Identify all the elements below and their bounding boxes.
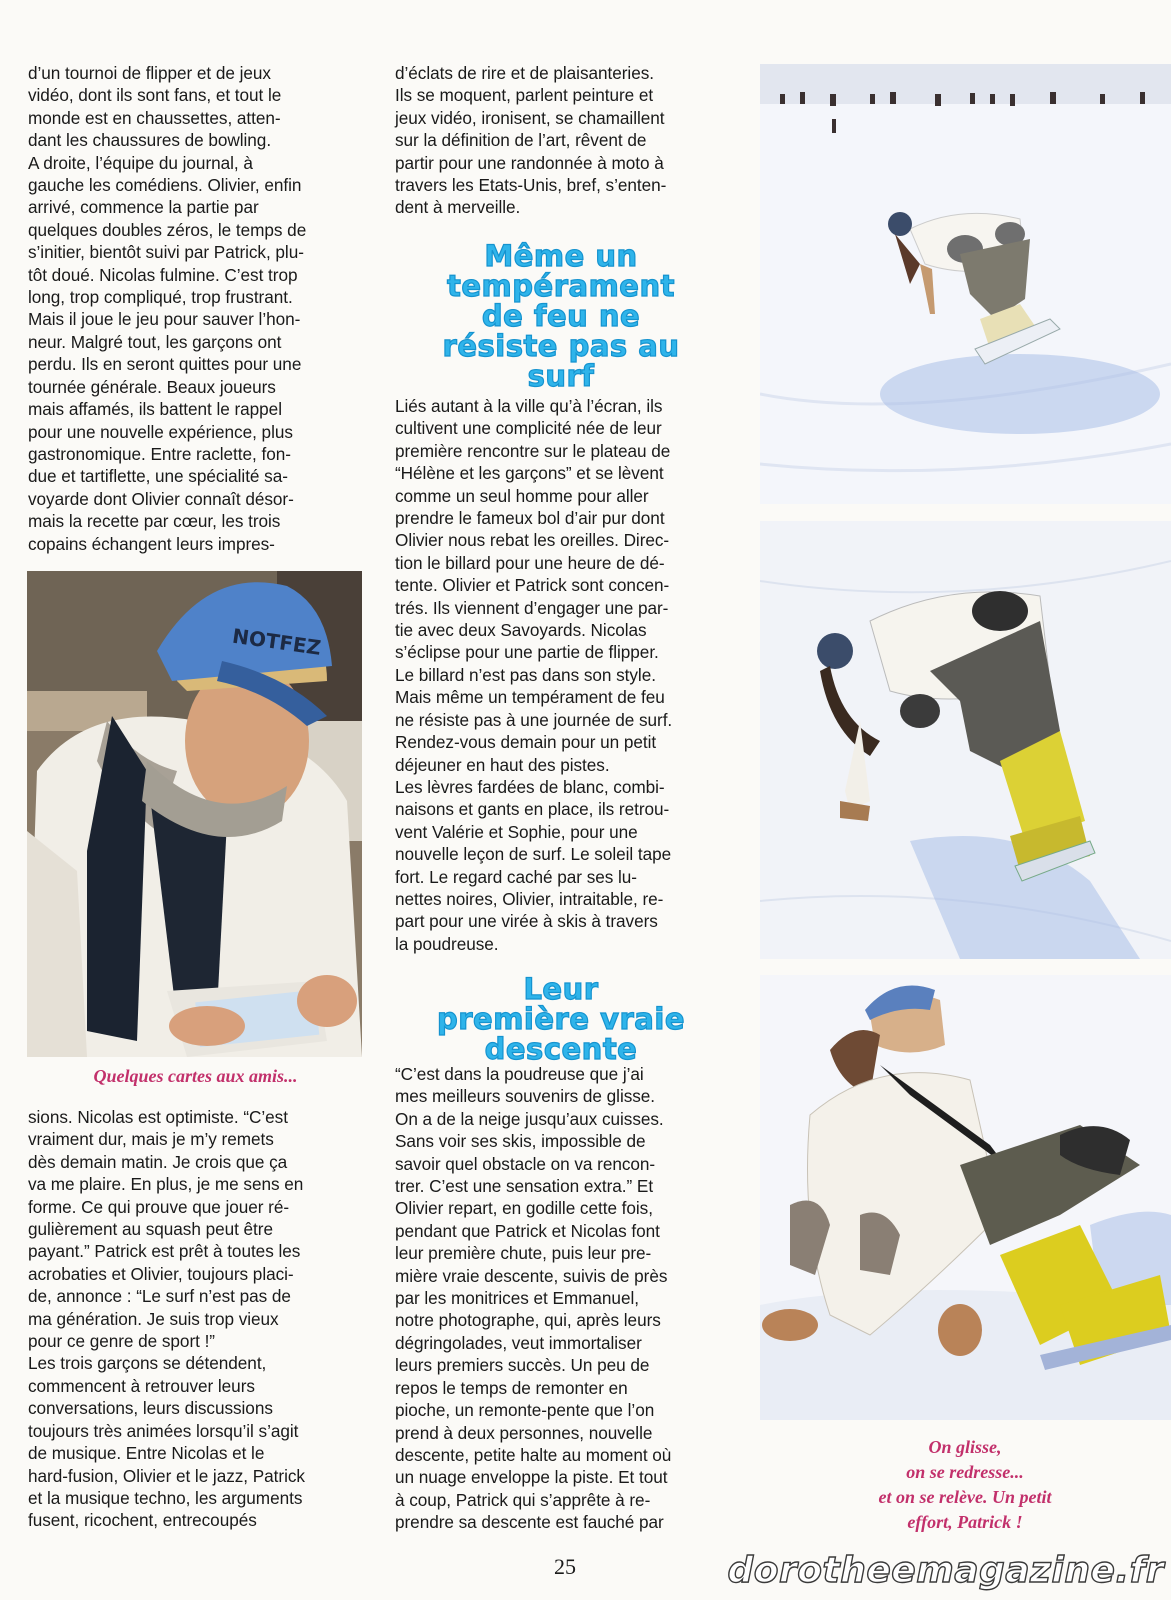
text-line: “C’est dans la poudreuse que j’ai xyxy=(395,1064,644,1084)
text-line: copains échangent leurs impres- xyxy=(28,533,275,554)
snowboard-caption xyxy=(770,1435,1160,1535)
text-line: mes meilleurs souvenirs de glisse. xyxy=(395,1086,656,1107)
text-line: tournée générale. Beaux joueurs xyxy=(28,376,276,397)
text-line: fort. Le regard caché par ses lu- xyxy=(395,866,637,887)
snowboard-photo-2 xyxy=(760,521,1171,959)
text-line: un nuage enveloppe la piste. Et tout xyxy=(395,1467,668,1488)
text-line: mais la recette par cœur, les trois xyxy=(28,511,281,532)
text-line: savoir quel obstacle on va rencon- xyxy=(395,1153,656,1174)
heading-line: de feu ne xyxy=(481,299,641,333)
heading-line: tempérament xyxy=(447,269,675,303)
text-line: nettes noires, Olivier, intraitable, re- xyxy=(395,888,664,909)
text-line: jeux vidéo, ironisent, se chamaillent xyxy=(395,107,665,128)
text-line: tion le billard pour une heure de dé- xyxy=(395,552,665,573)
text-line: de musique. Entre Nicolas et le xyxy=(28,1443,265,1464)
text-line: gauche les comédiens. Olivier, enfin xyxy=(28,175,302,196)
text-line: leurs premiers succès. Un peu de xyxy=(395,1355,650,1376)
text-line: tie avec deux Savoyards. Nicolas xyxy=(395,620,647,641)
text-line: Les lèvres fardées de blanc, combi- xyxy=(395,776,665,797)
text-line: s’éclipse pour une partie de flipper. xyxy=(395,642,659,663)
text-line: cultivent une complicité née de leur xyxy=(395,418,662,439)
text-line: dès demain matin. Je crois que ça xyxy=(28,1151,288,1172)
page-number: 25 xyxy=(554,1554,576,1579)
text-line: Olivier repart, en godille cette fois, xyxy=(395,1198,653,1219)
heading-line: résiste pas au xyxy=(442,329,680,363)
text-line: long, trop compliqué, trop frustrant. xyxy=(28,287,293,308)
portrait-photo xyxy=(27,571,362,1057)
column1-top-text xyxy=(28,62,363,555)
cap-logo-text: NOTFEZ xyxy=(230,623,323,660)
text-line: acrobaties et Olivier, toujours placi- xyxy=(28,1263,294,1284)
column2-top-text xyxy=(395,62,728,219)
text-line: naisons et gants en place, ils retrou- xyxy=(395,799,670,820)
text-line: mais affamés, ils battent le rappel xyxy=(28,399,282,420)
text-line: descente, petite halte au moment où xyxy=(395,1444,672,1465)
text-line: notre photographe, qui, après leurs xyxy=(395,1310,661,1331)
text-line: Sans voir ses skis, impossible de xyxy=(395,1131,646,1152)
text-line: Mais même un tempérament de feu xyxy=(395,687,665,708)
text-line: nouvelle leçon de surf. Le soleil tape xyxy=(395,844,672,865)
column2-bottom-text xyxy=(395,1063,728,1534)
caption-line: effort, Patrick ! xyxy=(907,1512,1023,1532)
heading-line: surf xyxy=(527,359,595,393)
text-line: s’initier, bientôt suivi par Patrick, plu- xyxy=(28,242,304,263)
text-line: pour ce genre de sport !” xyxy=(28,1331,215,1352)
text-line: pour une nouvelle expérience, plus xyxy=(28,421,293,442)
text-line: gulièrement au squash peut être xyxy=(28,1219,273,1240)
text-line: perdu. Ils en seront quittes pour une xyxy=(28,354,302,375)
text-line: partir pour une randonnée à moto à xyxy=(395,152,664,173)
text-line: ma génération. Je suis trop vieux xyxy=(28,1308,279,1329)
text-line: On a de la neige jusqu’aux cuisses. xyxy=(395,1108,664,1129)
text-line: monde est en chaussettes, atten- xyxy=(28,107,281,128)
text-line: commencent à retrouver leurs xyxy=(28,1375,255,1396)
text-line: payant.” Patrick est prêt à toutes les xyxy=(28,1241,301,1262)
text-line: à coup, Patrick qui s’apprête à re- xyxy=(395,1489,651,1510)
text-line: pioche, un remonte-pente que l’on xyxy=(395,1400,655,1421)
text-line: Rendez-vous demain pour un petit xyxy=(395,732,657,753)
caption-line: on se redresse... xyxy=(906,1462,1024,1482)
text-line: dent à merveille. xyxy=(395,197,521,218)
text-line: conversations, leurs discussions xyxy=(28,1398,273,1419)
text-line: tente. Olivier et Patrick sont concen- xyxy=(395,575,670,596)
text-line: prendre sa descente est fauché par xyxy=(395,1512,664,1533)
section-heading-2 xyxy=(385,974,737,1064)
watermark: dorotheemagazine.fr xyxy=(727,1550,1164,1591)
text-line: repos le temps de remonter en xyxy=(395,1377,628,1398)
text-line: vent Valérie et Sophie, pour une xyxy=(395,821,638,842)
text-line: et la musique techno, les arguments xyxy=(28,1487,303,1508)
text-line: pendant que Patrick et Nicolas font xyxy=(395,1220,660,1241)
text-line: comme un seul homme pour aller xyxy=(395,485,649,506)
text-line: prendre le fameux bol d’air pur dont xyxy=(395,508,665,529)
text-line: de, annonce : “Le surf n’est pas de xyxy=(28,1286,291,1307)
text-line: travers les Etats-Unis, bref, s’enten- xyxy=(395,175,667,196)
text-line: trer. C’est une sensation extra.” Et xyxy=(395,1176,654,1197)
text-line: fusent, ricochent, entrecoupés xyxy=(28,1510,257,1531)
text-line: toujours très animées lorsqu’il s’agit xyxy=(28,1420,299,1441)
text-line: “Hélène et les garçons” et se lèvent xyxy=(395,463,664,484)
column1-bottom-text xyxy=(28,1106,363,1532)
text-line: ne résiste pas à une journée de surf. xyxy=(395,709,673,730)
text-line: voyarde dont Olivier connaît désor- xyxy=(28,488,294,509)
heading-line: descente xyxy=(484,1032,638,1066)
portrait-caption: Quelques cartes aux amis... xyxy=(93,1066,298,1086)
text-line: prend à deux personnes, nouvelle xyxy=(395,1422,653,1443)
text-line: tôt doué. Nicolas fulmine. C’est trop xyxy=(28,264,298,285)
heading-line: Même un xyxy=(484,239,638,273)
text-line: leur première chute, puis leur pre- xyxy=(395,1243,652,1264)
snowboard-photo-1 xyxy=(760,64,1171,504)
text-line: déjeuner en haut des pistes. xyxy=(395,754,610,775)
text-line: forme. Ce qui prouve que jouer ré- xyxy=(28,1196,290,1217)
text-line: neur. Malgré tout, les garçons ont xyxy=(28,331,282,352)
text-line: Mais il joue le jeu pour sauver l’hon- xyxy=(28,309,301,330)
text-line: Le billard n’est pas dans son style. xyxy=(395,664,656,685)
text-line: Olivier nous rebat les oreilles. Direc- xyxy=(395,530,670,551)
column2-middle-text xyxy=(395,395,728,955)
heading-line: Leur xyxy=(523,972,599,1006)
text-line: trés. Ils viennent d’engager une par- xyxy=(395,597,669,618)
text-line: d’éclats de rire et de plaisanteries. xyxy=(395,63,654,83)
text-line: vraiment dur, mais je m’y remets xyxy=(28,1129,274,1150)
text-line: quelques doubles zéros, le temps de xyxy=(28,219,307,240)
text-line: par les monitrices et Emmanuel, xyxy=(395,1288,639,1309)
text-line: Les trois garçons se détendent, xyxy=(28,1353,267,1374)
text-line: Ils se moquent, parlent peinture et xyxy=(395,85,654,106)
heading-line: première vraie xyxy=(436,1002,685,1036)
text-line: dégringolades, veut immortaliser xyxy=(395,1332,642,1353)
caption-line: On glisse, xyxy=(928,1437,1002,1457)
text-line: arrivé, commence la partie par xyxy=(28,197,259,218)
text-line: sions. Nicolas est optimiste. “C’est xyxy=(28,1107,288,1127)
text-line: première rencontre sur le plateau de xyxy=(395,440,671,461)
text-line: hard-fusion, Olivier et le jazz, Patrick xyxy=(28,1465,305,1486)
text-line: sur la définition de l’art, rêvent de xyxy=(395,130,647,151)
text-line: gastronomique. Entre raclette, fon- xyxy=(28,443,291,464)
section-heading-1 xyxy=(385,241,737,391)
text-line: part pour une virée à skis à travers xyxy=(395,911,658,932)
text-line: la poudreuse. xyxy=(395,933,499,954)
text-line: d’un tournoi de flipper et de jeux xyxy=(28,63,271,83)
text-line: va me plaire. En plus, je me sens en xyxy=(28,1174,304,1195)
text-line: due et tartiflette, une spécialité sa- xyxy=(28,466,288,487)
text-line: mière vraie descente, suivis de près xyxy=(395,1265,668,1286)
text-line: vidéo, dont ils sont fans, et tout le xyxy=(28,85,282,106)
text-line: Liés autant à la ville qu’à l’écran, ils xyxy=(395,396,663,416)
text-line: dant les chaussures de bowling. xyxy=(28,130,272,151)
caption-line: et on se relève. Un petit xyxy=(878,1487,1052,1507)
snowboard-photo-3 xyxy=(760,975,1171,1420)
text-line: A droite, l’équipe du journal, à xyxy=(28,152,253,173)
